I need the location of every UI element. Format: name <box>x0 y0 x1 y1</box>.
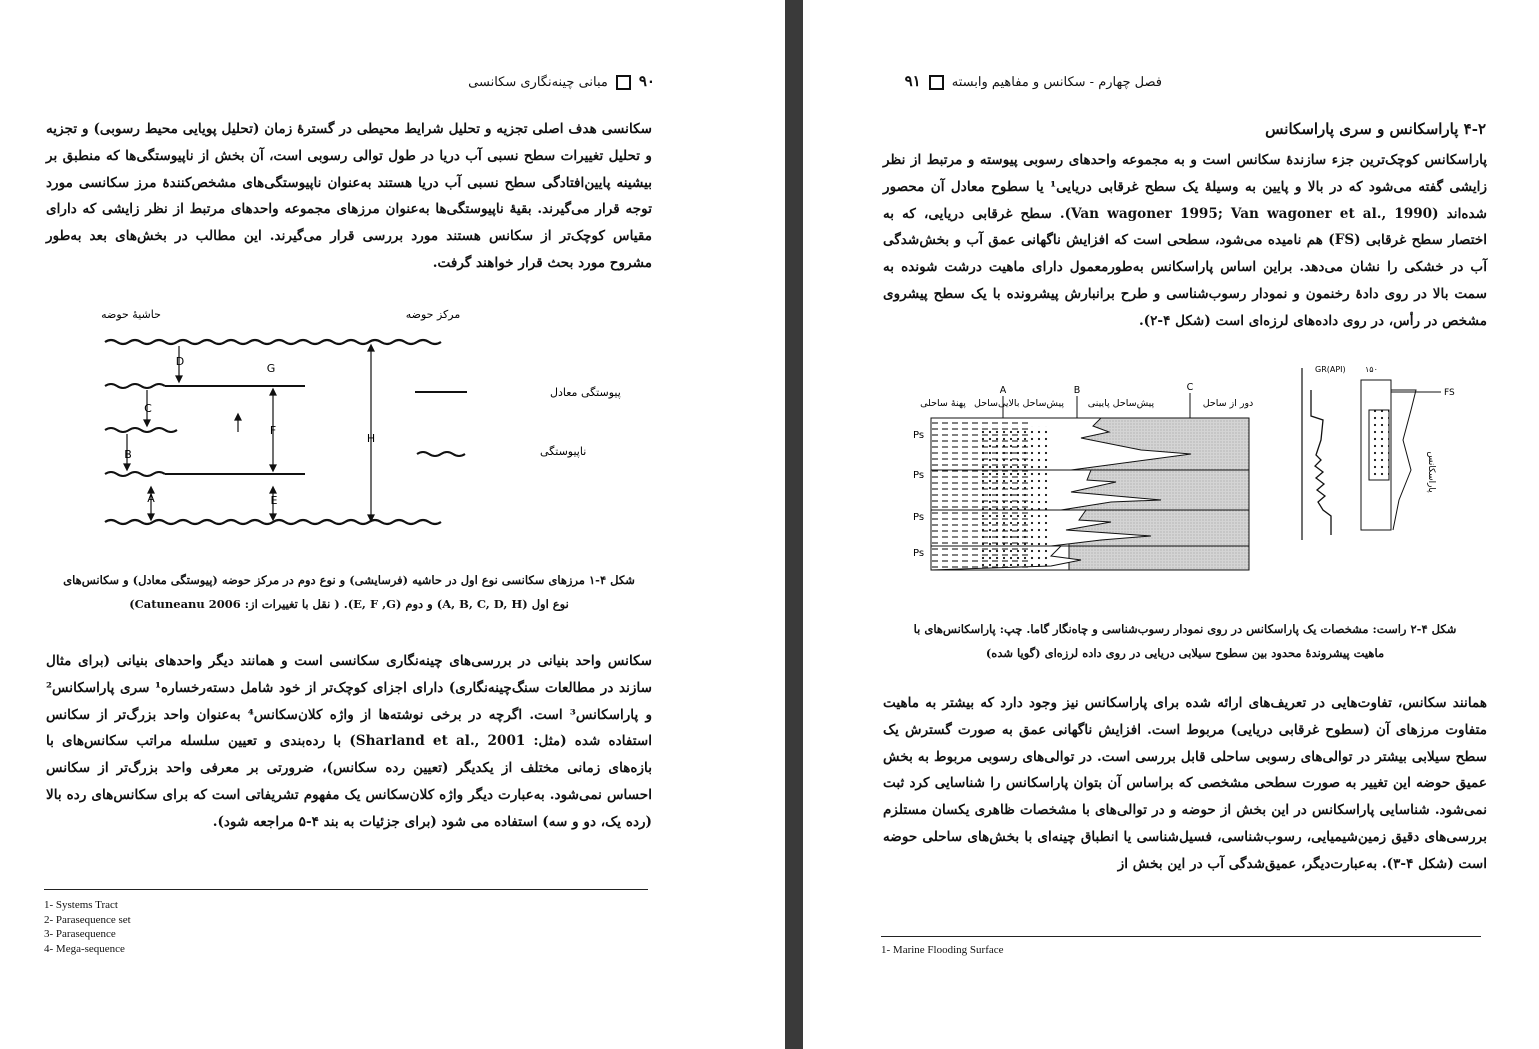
book-spine <box>785 0 803 1049</box>
legend-unconformity-label: ناپیوستگی <box>540 445 587 458</box>
figure-caption: شکل ۴-۲ راست: مشخصات یک پاراسکانس در روی نمودار رسوب‌شناسی و چاه‌نگار گاما. چپ: پاراسکانس‌های با ماهیت پیشروندهٔ محدود بین سطوح سیلابی دریایی در روی داده لرزه‌ای (گویا شده) <box>913 622 1457 660</box>
letter-c: C <box>144 402 152 415</box>
gamma-axis-value: ۱۵۰ <box>1365 365 1378 374</box>
footnotes <box>881 943 1004 958</box>
zone-label: پیش‌ساحل پایینی <box>1087 398 1155 409</box>
legend-conformity-label: پیوستگی معادل <box>550 386 621 399</box>
zone-label: پیش‌ساحل بالایی <box>997 398 1065 409</box>
letter-a: A <box>147 492 155 505</box>
footnotes <box>44 898 131 956</box>
gamma-ray-log <box>1311 390 1331 535</box>
running-title: مبانی چینه‌نگاری سکانسی <box>468 75 608 90</box>
unconformity-top <box>105 340 441 344</box>
unconformity-b <box>105 472 165 476</box>
zone-label: پهنهٔ ساحلی <box>920 398 966 409</box>
zone-letter: B <box>1073 385 1081 396</box>
figure-caption: شکل ۴-۱ مرزهای سکانسی نوع اول در حاشیه (فرسایشی) و نوع دوم در مرکز حوضه (پیوستگی معادل) و سکانس‌های نوع اول (A, B, C, D, H) و دوم (E, F ,G). ( نقل با تغییرات از: Catuneanu 2006) <box>63 573 635 611</box>
section-heading: ۴-۲ پاراسکانس و سری پاراسکانس <box>1265 120 1486 138</box>
footnote-divider <box>44 889 648 890</box>
parasequence-side-label: پاراسکانس <box>1426 451 1436 493</box>
unconformity-g <box>105 384 165 388</box>
zone-letter: A <box>999 385 1007 396</box>
ps-label: Ps <box>913 470 925 481</box>
footnote: 1- Marine Flooding Surface <box>881 944 1004 956</box>
letter-e: E <box>270 494 278 507</box>
footnote: 1- Systems Tract <box>44 899 118 911</box>
footnote: 3- Parasequence <box>44 928 116 940</box>
footnote-divider <box>881 936 1481 937</box>
page-number: ۹۰ <box>638 72 655 90</box>
legend-unconformity-symbol <box>417 452 465 456</box>
page-marker-icon <box>616 75 631 90</box>
paragraph: سکانسی هدف اصلی تجزیه و تحلیل شرایط محیطی در گسترهٔ زمان (تحلیل پویایی محیط رسوبی) و تجزیه و تحلیل تغییرات سطح نسبی آب دریا در طول توالی رسوبی است، آن بخش از ناپیوستگی‌ها که منطبق بر بیشینه پایین‌افتادگی سطح نسبی آب دریا هستند به‌عنوان ناپیوستگی‌های مشخص‌کنندهٔ مرز سکانسی مورد توجه قرار می‌گیرند. بقیهٔ ناپیوستگی‌ها به‌عنوان مرزهای مجموعه واحدهای مرتبط از نظر زایشی که دارای مقیاس کوچک‌تر از سکانس هستند مورد بررسی قرار می‌گیرند. این مطالب در بخش‌های بعد به‌طور مشروح مورد بحث قرار خواهند گرفت. <box>46 121 652 271</box>
zone-label: دور از ساحل <box>1202 398 1254 409</box>
paragraph: پاراسکانس کوچک‌ترین جزء سازندهٔ سکانس است و به مجموعه واحدهای رسوبی پیوسته و مرتبط از نظر زایشی گفته می‌شود که در بالا و پایین به وسیلهٔ یک سطح غرقابی دریایی¹ یا سطوح معادل آن محصور شده‌اند (Van wagoner 1995; Van wagoner et al., 1990). سطح غرقابی دریایی، که به اختصار سطح غرقابی (FS) هم نامیده می‌شود، سطحی است که افزایش ناگهانی عمق آب و بخش‌شدگی آب در خشکی را نشان می‌دهد. براین اساس پاراسکانس به‌طورمعمول دارای ماهیت درشت شونده به سمت بالا در روی دادهٔ رخنمون و نمودار رسوب‌شناسی و طرح برانبارش پیشرونده با یک سطح پیشروی مشخص در رأس، در روی داده‌های لرزه‌ای است (شکل ۴-۲). <box>883 152 1488 329</box>
right-page <box>803 0 1539 1049</box>
fs-label: FS <box>1444 388 1455 398</box>
figure-4-1 <box>95 300 621 540</box>
letter-b: B <box>124 448 132 461</box>
running-title: فصل چهارم - سکانس و مفاهیم وابسته <box>951 75 1162 90</box>
gamma-axis-label: GR(API) <box>1315 365 1346 374</box>
paragraph: همانند سکانس، تفاوت‌هایی در تعریف‌های ارائه شده برای پاراسکانس نیز وجود دارد که بیشتر به ماهیت متفاوت مرزهای آن (سطوح غرقابی دریایی) مربوط است. افزایش ناگهانی عمق به صورت گسترش یک سطح سیلابی بیشتر در توالی‌های رسوبی ساحلی قابل بررسی است. در توالی‌های رسوبی مربوط به بخش عمیق حوضه این تغییر به صورت سطحی مشخصی که براساس آن بتوان پاراسکانس را شناسایی کرد ثبت نمی‌شود. شناسایی پاراسکانس در این بخش از حوضه و در توالی‌های با مشخصات ظاهری یکسان مستلزم بررسی‌های دقیق زمین‌شیمیایی، رسوب‌شناسی، فسیل‌شناسی یا انطباق چینه‌ای با بخش‌های ساحلی حوضه است (شکل ۴-۳). به‌عبارت‌دیگر، عمیق‌شدگی آب در این بخش از <box>883 695 1487 872</box>
ps-label: Ps <box>913 548 925 559</box>
figure-4-2 <box>911 360 1471 585</box>
letter-h: H <box>366 432 376 445</box>
left-page-header <box>468 72 655 94</box>
footnote: 2- Parasequence set <box>44 913 131 926</box>
unconformity-c <box>105 428 177 432</box>
paragraph: سکانس واحد بنیانی در بررسی‌های چینه‌نگاری سکانسی است و همانند دیگر واحدهای بنیانی (برای مثال سازند در مطالعات سنگ‌چینه‌نگاری) دارای اجزای کوچک‌تر از خود شامل دسته‌رخساره¹ سری پاراسکانس² و پاراسکانس³ است. اگرچه در برخی نوشته‌ها از واژه کلان‌سکانس⁴ به‌عنوان واحد بزرگ‌تر از سکانس استفاده شده (مثل: Sharland et al., 2001) با ردەبندی و تعیین سلسله مراتب سکانس‌های با بازه‌های زمانی مختلف از یکدیگر (تعیین رده سکانس)، ضرورتی بر معرفی واحد بزرگ‌تر از سکانس احساس نمی‌شود. به‌عبارت دیگر واژه کلان‌سکانس یک مفهوم تشریفاتی است که برای سکانس‌های رده بالا (رده یک، دو و سه) استفاده می شود (برای جزئیات به بند ۴-۵ مراجعه شود). <box>46 653 653 830</box>
ps-label: Ps <box>913 512 925 523</box>
right-page-header <box>905 72 1162 94</box>
footnote: 4- Mega-sequence <box>44 942 125 955</box>
page-number: ۹۱ <box>904 72 921 90</box>
label-basin-margin: حاشیهٔ حوضه <box>101 308 161 321</box>
letter-f: F <box>269 424 277 437</box>
letter-g: G <box>266 362 276 375</box>
zone-letter: C <box>1186 382 1194 393</box>
page-marker-icon <box>929 75 944 90</box>
label-basin-center: مرکز حوضه <box>405 308 461 321</box>
zone-label: ساحل <box>974 398 998 409</box>
letter-d: D <box>175 355 185 368</box>
ps-label: Ps <box>913 430 925 441</box>
